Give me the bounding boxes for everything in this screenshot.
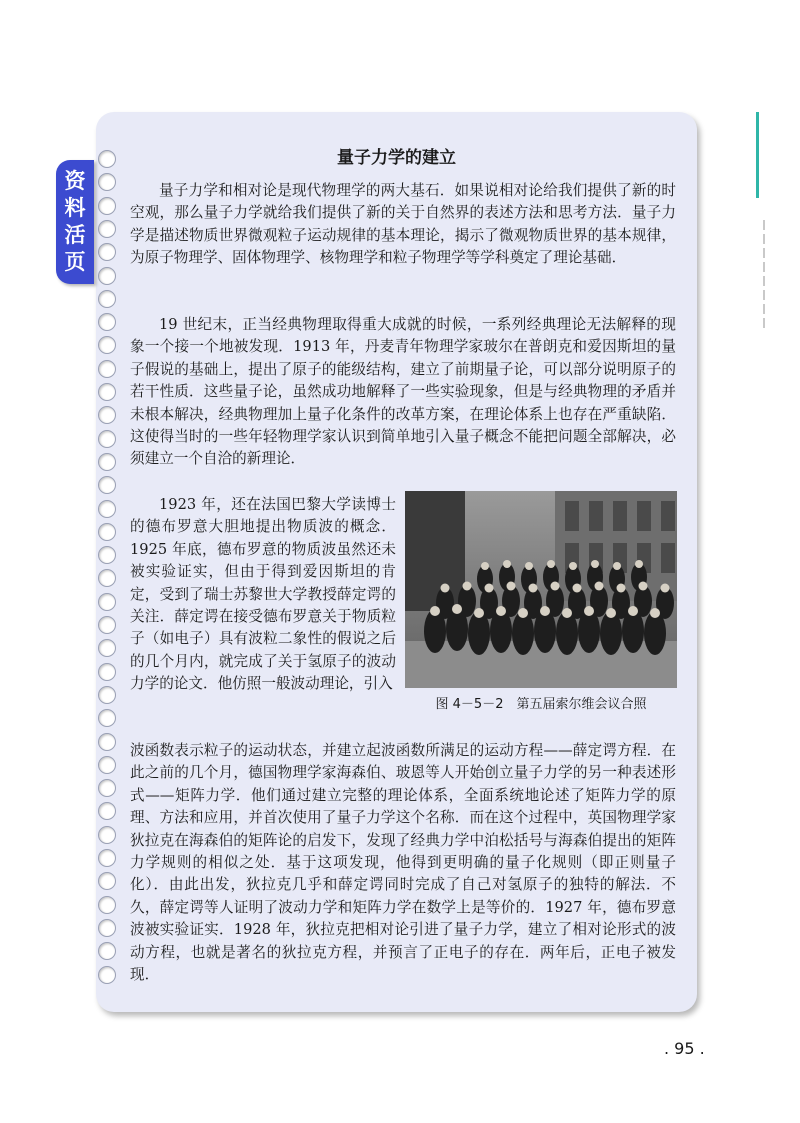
binder-ring <box>98 733 116 751</box>
binder-ring <box>98 616 116 634</box>
binder-ring <box>98 686 116 704</box>
binder-ring <box>98 569 116 587</box>
binder-ring <box>98 476 116 494</box>
binder-ring <box>98 360 116 378</box>
binder-ring <box>98 802 116 820</box>
binder-ring <box>98 220 116 238</box>
edge-margin-marks <box>760 220 768 340</box>
binder-ring <box>98 663 116 681</box>
binder-ring <box>98 453 116 471</box>
paragraph-history: 19 世纪末，正当经典物理取得重大成就的时候，一系列经典理论无法解释的现象一个接一个地被发现．1913 年，丹麦青年物理学家玻尔在普朗克和爱因斯坦的量子假说的基础上，提出了原子的能级结构，建立了前期量子论，可以部分说明原子的若干性质．这些量子论，虽然成功地解释了一些实验现象，但是与经典物理的矛盾并未根本解决，经典物理加上量子化条件的改革方案，在理论体系上也存在严重缺陷．这使得当时的一些年轻物理学家认识到简单地引入量子概念不能把问题全部解决，必须建立一个自洽的新理论． <box>130 316 676 468</box>
figure-caption: 图 4－5－2 第五届索尔维会议合照 <box>435 697 647 712</box>
paragraph-de-broglie: 1923 年，还在法国巴黎大学读博士的德布罗意大胆地提出物质波的概念．1925 年底，德布罗意的物质波虽然还未被实验证实，但由于得到爱因斯坦的肯定，受到了瑞士苏黎世大学教授薛定谔的关注．薛定谔在接受德布罗意关于物质粒子（如电子）具有波粒二象性的假说之后的几个月内，就完成了关于氢原子的波动力学的论文．他仿照一般波动理论，引入 <box>130 496 396 693</box>
binder-ring <box>98 197 116 215</box>
binder-rings <box>98 150 122 990</box>
binder-ring <box>98 173 116 191</box>
side-tab-char: 活 <box>64 223 86 247</box>
side-tab-zi-liao-huo-ye <box>56 160 94 284</box>
binder-ring <box>98 593 116 611</box>
binder-ring <box>98 383 116 401</box>
binder-ring <box>98 756 116 774</box>
binder-ring <box>98 406 116 424</box>
binder-ring <box>98 313 116 331</box>
side-tab-char: 资 <box>64 169 86 193</box>
binder-ring <box>98 267 116 285</box>
binder-ring <box>98 290 116 308</box>
page-title: 量子力学的建立 <box>337 148 456 168</box>
binder-ring <box>98 523 116 541</box>
binder-ring <box>98 826 116 844</box>
binder-ring <box>98 966 116 984</box>
binder-ring <box>98 639 116 657</box>
binder-ring <box>98 896 116 914</box>
binder-ring <box>98 849 116 867</box>
paragraph-matrix-mechanics: 波函数表示粒子的运动状态，并建立起波函数所满足的运动方程——薛定谔方程．在此之前的几个月，德国物理学家海森伯、玻恩等人开始创立量子力学的另一种表述形式——矩阵力学．他们通过建立完整的理论体系，全面系统地论述了矩阵力学的原理、方法和应用，并首次使用了量子力学这个名称．而在这个过程中，英国物理学家狄拉克在海森伯的矩阵论的启发下，发现了经典力学中泊松括号与海森伯提出的矩阵力学规则的相似之处．基于这项发现，他得到更明确的量子化规则（即正则量子化）．由此出发，狄拉克几乎和薛定谔同时完成了自己对氢原子的独特的解法．不久，薛定谔等人证明了波动力学和矩阵力学在数学上是等价的．1927 年，德布罗意波被实验证实．1928 年，狄拉克把相对论引进了量子力学，建立了相对论形式的波动方程，也就是著名的狄拉克方程，并预言了正电子的存在．两年后，正电子被发现． <box>130 742 676 984</box>
binder-ring <box>98 919 116 937</box>
binder-ring <box>98 243 116 261</box>
edge-accent-bar <box>756 112 759 198</box>
binder-ring <box>98 500 116 518</box>
binder-ring <box>98 709 116 727</box>
binder-ring <box>98 872 116 890</box>
binder-ring <box>98 779 116 797</box>
binder-ring <box>98 942 116 960</box>
binder-ring <box>98 336 116 354</box>
paragraph-intro: 量子力学和相对论是现代物理学的两大基石．如果说相对论给我们提供了新的时空观，那么量子力学就给我们提供了新的关于自然界的表述方法和思考方法．量子力学是描述物质世界微观粒子运动规律的基本理论，揭示了微观物质世界的基本规律，为原子物理学、固体物理学、核物理学和粒子物理学等学科奠定了理论基础． <box>130 182 676 267</box>
binder-ring <box>98 430 116 448</box>
solvay-conference-photo <box>405 491 677 688</box>
side-tab-char: 料 <box>64 196 86 220</box>
page-number: . 95 . <box>664 1039 705 1058</box>
binder-ring <box>98 546 116 564</box>
side-tab-char: 页 <box>64 250 86 274</box>
